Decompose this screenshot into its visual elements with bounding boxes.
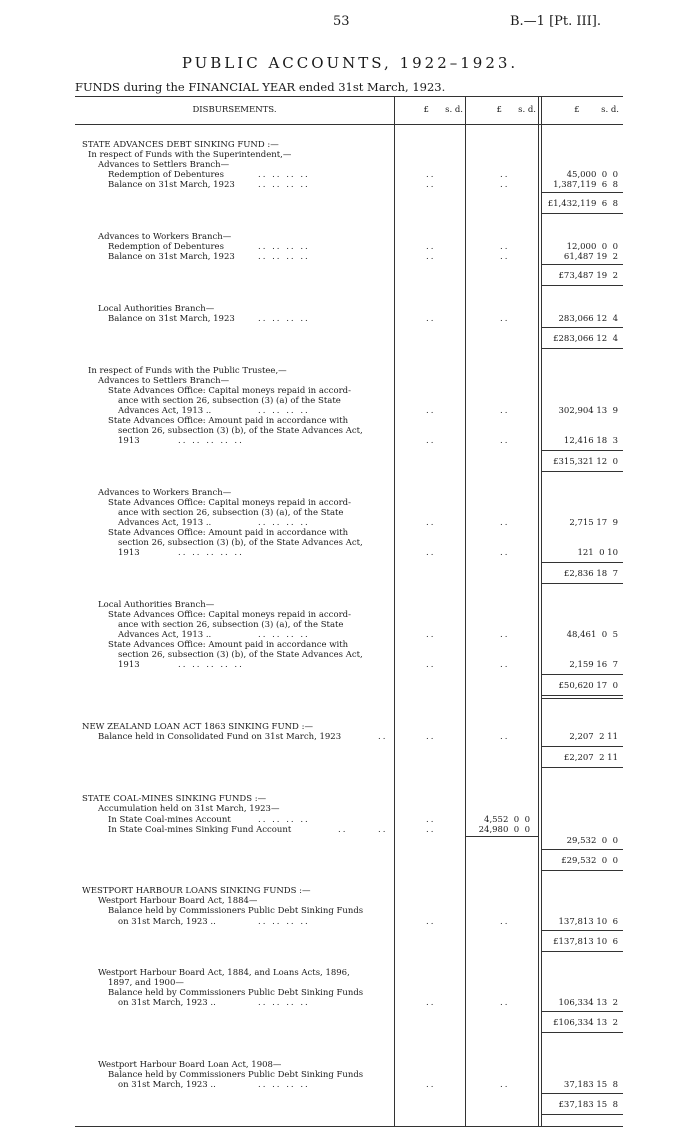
dot-leader: .. <box>500 242 510 252</box>
line-label: on 31st March, 1923 .. <box>118 998 216 1008</box>
sum-rule <box>541 213 623 214</box>
section-heading: STATE COAL-MINES SINKING FUNDS :— <box>82 794 267 804</box>
subtotal: £73,487 19 2 <box>558 271 618 281</box>
sum-rule <box>466 836 538 837</box>
sum-rule <box>541 327 623 328</box>
subtotal: £283,066 12 4 <box>553 334 618 344</box>
line-label: Advances Act, 1913 .. <box>118 406 212 416</box>
subtotal: £106,334 13 2 <box>553 1018 618 1028</box>
dot-leader: .. <box>426 825 436 835</box>
amount-value: 2,207 2 11 <box>569 732 618 742</box>
dot-leader: .. .. .. .. <box>258 406 310 416</box>
line-label: Advances to Settlers Branch— <box>98 376 230 386</box>
dot-leader: .. <box>500 314 510 324</box>
subtotal: £2,836 18 7 <box>563 569 618 579</box>
amount-value: 4,552 0 0 <box>484 815 530 825</box>
sum-rule <box>541 674 623 675</box>
line-label: section 26, subsection (3) (b), of the State Advances Act, <box>118 426 363 436</box>
dot-leader: .. <box>426 180 436 190</box>
sum-rule <box>541 1093 623 1094</box>
line-label: In State Coal-mines Sinking Fund Account <box>108 825 292 835</box>
document-reference: B.—1 [Pt. III]. <box>510 14 602 29</box>
line-label: ance with section 26, subsection (3) (a), of the State <box>118 508 344 518</box>
page-number: 53 <box>333 14 350 29</box>
line-label: Westport Harbour Board Loan Act, 1908— <box>98 1060 282 1070</box>
dot-leader: .. .. .. .. <box>258 518 310 528</box>
dot-leader: .. <box>500 660 510 670</box>
sum-rule <box>541 1011 623 1012</box>
sum-rule <box>541 1032 623 1033</box>
dot-leader: .. <box>500 252 510 262</box>
dot-leader: .. .. .. .. .. <box>178 660 244 670</box>
dot-leader: .. <box>500 917 510 927</box>
subtotal: £50,620 17 0 <box>558 681 618 691</box>
line-label: Redemption of Debentures <box>108 170 224 180</box>
dot-leader: .. <box>426 732 436 742</box>
column-header-disbursements: DISBURSEMENTS. <box>192 105 277 115</box>
line-label: Balance held in Consolidated Fund on 31st March, 1923 <box>98 732 342 742</box>
amount-value: 48,461 0 5 <box>566 630 618 640</box>
table-bottom-rule <box>75 1126 623 1127</box>
dot-leader: .. <box>500 732 510 742</box>
line-label: Local Authorities Branch— <box>98 304 215 314</box>
amount-value: 2,159 16 7 <box>569 660 618 670</box>
sum-rule <box>541 285 623 286</box>
dot-leader: .. <box>378 825 388 835</box>
dot-leader: .. <box>500 630 510 640</box>
sum-rule <box>541 450 623 451</box>
dot-leader: .. <box>500 180 510 190</box>
line-label: section 26, subsection (3) (b), of the State Advances Act, <box>118 650 363 660</box>
line-label: Balance on 31st March, 1923 <box>108 252 235 262</box>
sum-rule <box>541 695 623 696</box>
dot-leader: .. <box>426 242 436 252</box>
line-label: In respect of Funds with the Public Trustee,— <box>88 366 287 376</box>
section-heading: WESTPORT HARBOUR LOANS SINKING FUNDS :— <box>82 886 311 896</box>
line-label: Balance held by Commissioners Public Debt Sinking Funds <box>108 906 364 916</box>
dot-leader: .. .. .. .. <box>258 998 310 1008</box>
dot-leader: .. <box>426 917 436 927</box>
line-label: State Advances Office: Capital moneys repaid in accord- <box>108 386 351 396</box>
line-label: In respect of Funds with the Superintendent,— <box>88 150 292 160</box>
amount-value: 1,387,119 6 8 <box>553 180 618 190</box>
amount-value: 45,000 0 0 <box>566 170 618 180</box>
amount-value: 12,416 18 3 <box>563 436 618 446</box>
line-label: Local Authorities Branch— <box>98 600 215 610</box>
line-label: In State Coal-mines Account <box>108 815 231 825</box>
column-header-amount-3: £ s. d. <box>574 105 619 115</box>
amount-value: 121 0 10 <box>577 548 618 558</box>
sum-rule <box>541 698 623 699</box>
sum-rule <box>541 1114 623 1115</box>
sum-rule <box>541 583 623 584</box>
dot-leader: .. <box>426 548 436 558</box>
dot-leader: .. <box>426 518 436 528</box>
line-label: section 26, subsection (3) (b), of the State Advances Act, <box>118 538 363 548</box>
line-label: Advances to Settlers Branch— <box>98 160 230 170</box>
line-label: Advances Act, 1913 .. <box>118 630 212 640</box>
line-label: ance with section 26, subsection (3) (a), of the State <box>118 620 344 630</box>
page-subtitle: FUNDS during the FINANCIAL YEAR ended 31st March, 1923. <box>75 80 446 94</box>
line-label: ance with section 26, subsection (3) (a) of the State <box>118 396 341 406</box>
subtotal: £37,183 15 8 <box>558 1100 618 1110</box>
amount-value: 61,487 19 2 <box>563 252 618 262</box>
sum-rule <box>541 348 623 349</box>
amount-value: 106,334 13 2 <box>558 998 618 1008</box>
dot-leader: .. <box>426 170 436 180</box>
column-divider <box>394 96 395 1126</box>
line-label: 1913 <box>118 660 140 670</box>
amount-value: 302,904 13 9 <box>558 406 618 416</box>
line-label: Westport Harbour Board Act, 1884, and Loans Acts, 1896, <box>98 968 350 978</box>
line-label: Advances to Workers Branch— <box>98 232 232 242</box>
dot-leader: .. <box>500 436 510 446</box>
dot-leader: .. .. .. .. <box>258 630 310 640</box>
dot-leader: .. <box>500 406 510 416</box>
line-label: State Advances Office: Capital moneys repaid in accord- <box>108 498 351 508</box>
line-label: State Advances Office: Capital moneys repaid in accord- <box>108 610 351 620</box>
dot-leader: .. .. .. .. <box>258 252 310 262</box>
dot-leader: .. <box>338 825 348 835</box>
line-label: 1913 <box>118 436 140 446</box>
section-heading: NEW ZEALAND LOAN ACT 1863 SINKING FUND :— <box>82 722 313 732</box>
dot-leader: .. .. .. .. <box>258 170 310 180</box>
dot-leader: .. .. .. .. <box>258 180 310 190</box>
dot-leader: .. .. .. .. <box>258 1080 310 1090</box>
section-heading: STATE ADVANCES DEBT SINKING FUND :— <box>82 140 279 150</box>
line-label: State Advances Office: Amount paid in accordance with <box>108 528 349 538</box>
line-label: on 31st March, 1923 .. <box>118 1080 216 1090</box>
line-label: Balance on 31st March, 1923 <box>108 314 235 324</box>
dot-leader: .. .. .. .. <box>258 314 310 324</box>
column-header-amount-2: £ s. d. <box>496 105 536 115</box>
line-label: Accumulation held on 31st March, 1923— <box>98 804 280 814</box>
sum-rule <box>541 930 623 931</box>
dot-leader: .. .. .. .. .. <box>178 548 244 558</box>
sum-rule <box>541 849 623 850</box>
sum-rule <box>541 192 623 193</box>
dot-leader: .. .. .. .. <box>258 242 310 252</box>
sum-rule <box>541 471 623 472</box>
dot-leader: .. <box>500 1080 510 1090</box>
dot-leader: .. <box>500 548 510 558</box>
column-header-amount-1: £ s. d. <box>423 105 463 115</box>
line-label: Balance held by Commissioners Public Debt Sinking Funds <box>108 1070 364 1080</box>
line-label: Balance on 31st March, 1923 <box>108 180 235 190</box>
column-divider <box>465 96 466 1126</box>
amount-value: 283,066 12 4 <box>558 314 618 324</box>
amount-value: 137,813 10 6 <box>558 917 618 927</box>
sum-rule <box>541 746 623 747</box>
line-label: Westport Harbour Board Act, 1884— <box>98 896 258 906</box>
line-label: on 31st March, 1923 .. <box>118 917 216 927</box>
line-label: Redemption of Debentures <box>108 242 224 252</box>
dot-leader: .. <box>500 170 510 180</box>
line-label: 1913 <box>118 548 140 558</box>
sum-rule <box>541 767 623 768</box>
line-label: Advances Act, 1913 .. <box>118 518 212 528</box>
line-label: 1897, and 1900— <box>108 978 184 988</box>
dot-leader: .. .. .. .. .. <box>178 436 244 446</box>
dot-leader: .. <box>426 660 436 670</box>
amount-value: 12,000 0 0 <box>566 242 618 252</box>
amount-value: 2,715 17 9 <box>569 518 618 528</box>
line-label: State Advances Office: Amount paid in accordance with <box>108 416 349 426</box>
amount-value: 24,980 0 0 <box>478 825 530 835</box>
subtotal: £315,321 12 0 <box>553 457 618 467</box>
dot-leader: .. <box>426 252 436 262</box>
dot-leader: .. <box>500 998 510 1008</box>
subtotal: £137,813 10 6 <box>553 937 618 947</box>
amount-value: 37,183 15 8 <box>563 1080 618 1090</box>
amount-value: 29,532 0 0 <box>566 836 618 846</box>
line-label: Balance held by Commissioners Public Debt Sinking Funds <box>108 988 364 998</box>
dot-leader: .. <box>426 998 436 1008</box>
subtotal: £29,532 0 0 <box>561 856 618 866</box>
dot-leader: .. .. .. .. <box>258 815 310 825</box>
sum-rule <box>541 562 623 563</box>
dot-leader: .. <box>426 630 436 640</box>
dot-leader: .. <box>426 1080 436 1090</box>
dot-leader: .. <box>378 732 388 742</box>
dot-leader: .. <box>426 436 436 446</box>
subtotal: £1,432,119 6 8 <box>547 199 618 209</box>
line-label: Advances to Workers Branch— <box>98 488 232 498</box>
dot-leader: .. .. .. .. <box>258 917 310 927</box>
dot-leader: .. <box>426 815 436 825</box>
sum-rule <box>541 870 623 871</box>
line-label: State Advances Office: Amount paid in accordance with <box>108 640 349 650</box>
subtotal: £2,207 2 11 <box>563 753 618 763</box>
sum-rule <box>541 264 623 265</box>
dot-leader: .. <box>426 314 436 324</box>
dot-leader: .. <box>426 406 436 416</box>
page-title: PUBLIC ACCOUNTS, 1922–1923. <box>181 54 519 72</box>
dot-leader: .. <box>500 518 510 528</box>
sum-rule <box>541 951 623 952</box>
